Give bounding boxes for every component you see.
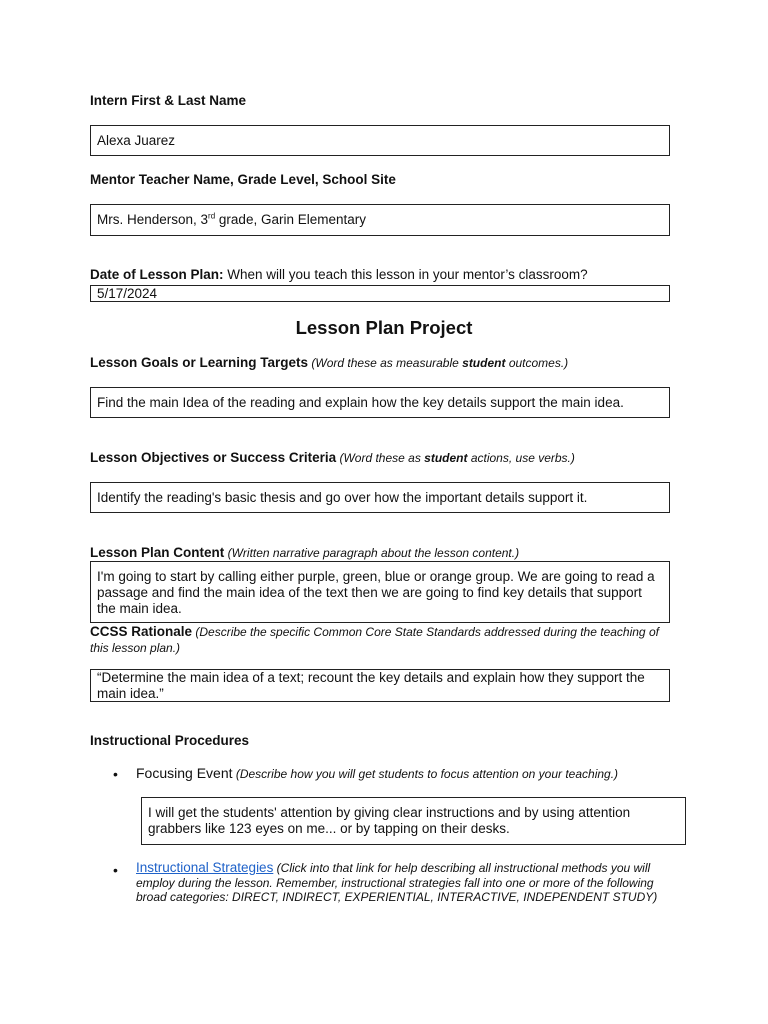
bullet-icon: •: [113, 862, 118, 878]
page-title: Lesson Plan Project: [295, 317, 473, 338]
intern-label: Intern First & Last Name: [90, 93, 247, 108]
ccss-label: CCSS Rationale: [90, 624, 193, 639]
goals-note-bold: student: [462, 356, 506, 370]
mentor-value-prefix: Mrs. Henderson, 3: [97, 212, 209, 227]
goals-field[interactable]: [90, 387, 670, 418]
objectives-note-a: (Word these as: [336, 451, 425, 465]
ccss-value: “Determine the main idea of a text; recount the key details and explain how they support the main idea.”: [97, 670, 645, 701]
date-field[interactable]: [90, 285, 670, 302]
content-note: (Written narrative paragraph about the lesson content.): [224, 546, 520, 560]
procedures-label: Instructional Procedures: [90, 733, 250, 748]
objectives-heading: [90, 450, 575, 465]
goals-note-a: (Word these as measurable: [308, 356, 463, 370]
mentor-label: Mentor Teacher Name, Grade Level, School Site: [90, 172, 396, 187]
goals-value: Find the main Idea of the reading and explain how the key details support the main idea.: [97, 395, 624, 410]
content-heading: [90, 545, 519, 560]
objectives-value: Identify the reading's basic thesis and go over how the important details support it.: [97, 490, 588, 505]
strategies-note: (Click into that link for help describing all instructional methods you will employ during the lesson. Remember, instructional strategies fall into one or more of the following broad categories: DIRECT, INDIRECT, EXPERIENTIAL, INTERACTIVE, INDEPENDENT STUDY): [136, 861, 658, 904]
ccss-field[interactable]: [90, 669, 670, 702]
goals-note-b: outcomes.): [505, 356, 569, 370]
strategies-block: [136, 861, 686, 905]
content-value: I'm going to start by calling either purple, green, blue or orange group. We are going to read a passage and find the main idea of the text then we are going to find key details that support the main idea.: [97, 569, 655, 616]
mentor-field[interactable]: [90, 204, 670, 236]
date-label: Date of Lesson Plan:: [90, 267, 224, 282]
date-value: 5/17/2024: [97, 286, 158, 301]
content-field[interactable]: [90, 561, 670, 623]
objectives-note-bold: student: [424, 451, 468, 465]
date-row: [90, 267, 588, 282]
ccss-note: (Describe the specific Common Core State Standards addressed during the teaching of this lesson plan.): [90, 625, 659, 655]
mentor-value-suffix: grade, Garin Elementary: [215, 212, 366, 227]
date-prompt: When will you teach this lesson in your mentor’s classroom?: [223, 267, 588, 282]
focusing-value: I will get the students' attention by giving clear instructions and by using attention grabbers like 123 eyes on me... or by tapping on their desks.: [148, 805, 631, 836]
objectives-label: Lesson Objectives or Success Criteria: [90, 450, 337, 465]
ccss-heading: [90, 624, 675, 656]
mentor-value-sup: rd: [208, 211, 216, 221]
focusing-note: (Describe how you will get students to focus attention on your teaching.): [232, 767, 619, 781]
intern-name-value: Alexa Juarez: [97, 133, 176, 148]
goals-heading: [90, 355, 568, 370]
content-label: Lesson Plan Content: [90, 545, 225, 560]
instructional-strategies-link[interactable]: Instructional Strategies: [136, 860, 274, 875]
focusing-heading: [136, 765, 618, 781]
objectives-field[interactable]: [90, 482, 670, 513]
intern-name-field[interactable]: [90, 125, 670, 156]
bullet-icon: •: [113, 766, 118, 782]
objectives-note-b: actions, use verbs.): [467, 451, 575, 465]
goals-label: Lesson Goals or Learning Targets: [90, 355, 309, 370]
focusing-label: Focusing Event: [136, 765, 233, 781]
focusing-field[interactable]: [141, 797, 686, 845]
